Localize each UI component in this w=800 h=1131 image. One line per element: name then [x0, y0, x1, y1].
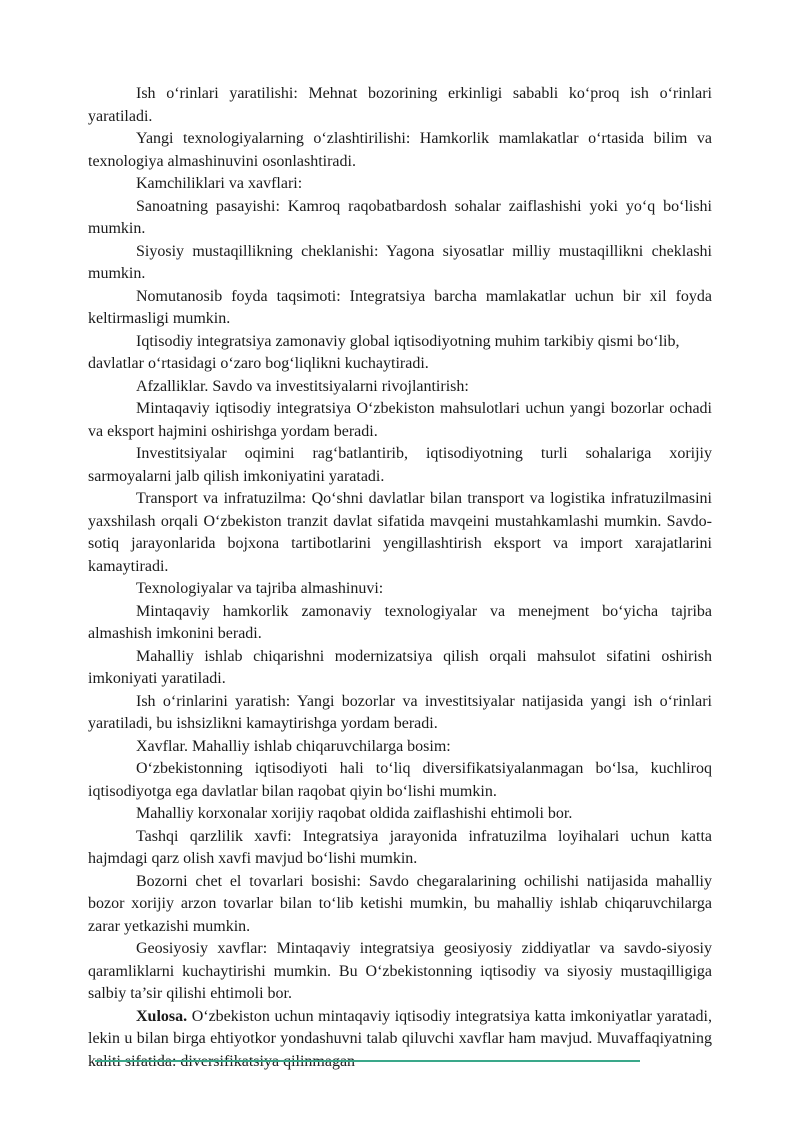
paragraph: Ish o‘rinlarini yaratish: Yangi bozorlar va investitsiyalar natijasida yangi ish o‘rinlari yaratiladi, bu ishsizlikni kamaytirishga yordam beradi.: [88, 692, 712, 732]
paragraph: Mintaqaviy iqtisodiy integratsiya O‘zbekiston mahsulotlari uchun yangi bozorlar ochadi va eksport hajmini oshirishga yordam beradi.: [88, 400, 712, 440]
footer-divider: [95, 1060, 640, 1062]
paragraph: Geosiyosiy xavflar: Mintaqaviy integratsiya geosiyosiy ziddiyatlar va savdo-siyosiy qaramliklarni kuchaytirishi mumkin. Bu O‘zbekistonning iqtisodiy va siyosiy mustaqilligiga salbiy ta’sir qilishi ehtimoli bor.: [88, 940, 712, 1002]
conclusion-paragraph: [88, 1006, 712, 1074]
paragraph: O‘zbekistonning iqtisodiyoti hali to‘liq diversifikatsiyalanmagan bo‘lsa, kuchliroq iqtisodiyotga ega davlatlar bilan raqobat qiyin bo‘lishi mumkin.: [88, 760, 712, 800]
paragraph: Mintaqaviy hamkorlik zamonaviy texnologiyalar va menejment bo‘yicha tajriba almashish imkonini beradi.: [88, 602, 712, 642]
paragraph: Mahalliy korxonalar xorijiy raqobat oldida zaiflashishi ehtimoli bor.: [136, 805, 573, 822]
paragraph: Yangi texnologiyalarning o‘zlashtirilishi: Hamkorlik mamlakatlar o‘rtasida bilim va texnologiya almashinuvini osonlashtiradi.: [88, 130, 712, 170]
paragraph: Investitsiyalar oqimini rag‘batlantirib, iqtisodiyotning turli sohalariga xorijiy sarmoyalarni jalb qilish imkoniyatini yaratadi.: [88, 445, 712, 485]
paragraph: Iqtisodiy integratsiya zamonaviy global iqtisodiyotning muhim tarkibiy qismi bo‘lib, davlatlar o‘rtasidagi o‘zaro bog‘liqlikni kuchaytiradi.: [88, 332, 680, 372]
paragraph: Siyosiy mustaqillikning cheklanishi: Yagona siyosatlar milliy mustaqillikni cheklashi mumkin.: [88, 242, 712, 282]
paragraph: Transport va infratuzilma: Qo‘shni davlatlar bilan transport va logistika infratuzilmasini yaxshilash orqali O‘zbekiston tranzit davlat sifatida mavqeini mustahkamlashi mumkin. Savdo-sotiq jarayonlarida bojxona tartibotlarini yengillashtirish eksport va import xarajatlarini kamaytiradi.: [88, 490, 712, 575]
paragraph: Nomutanosib foyda taqsimoti: Integratsiya barcha mamlakatlar uchun bir xil foyda keltirmasligi mumkin.: [88, 287, 712, 327]
section-heading: Afzalliklar. Savdo va investitsiyalarni rivojlantirish:: [136, 377, 469, 395]
paragraph: Sanoatning pasayishi: Kamroq raqobatbardosh sohalar zaiflashishi yoki yo‘q bo‘lishi mumkin.: [88, 197, 712, 237]
conclusion-text: O‘zbekiston uchun mintaqaviy iqtisodiy integratsiya katta imkoniyatlar yaratadi, lekin u bilan birga ehtiyotkor yondashuvni talab qiluvchi xavflar ham mavjud. Muvaffaqiyatning kaliti sifatida: diversifikatsiya qilinmagan: [88, 1007, 712, 1070]
paragraph: Tashqi qarzlilik xavfi: Integratsiya jarayonida infratuzilma loyihalari uchun katta hajmdagi qarz olish xavfi mavjud bo‘lishi mumkin.: [88, 827, 712, 867]
paragraph: Bozorni chet el tovarlari bosishi: Savdo chegaralarining ochilishi natijasida mahalliy bozor xorijiy arzon tovarlar bilan to‘lib ketishi mumkin, bu mahalliy ishlab chiqaruvchilarga zarar yetkazishi mumkin.: [88, 872, 712, 935]
paragraph: Mahalliy ishlab chiqarishni modernizatsiya qilish orqali mahsulot sifatini oshirish imkoniyati yaratiladi.: [88, 647, 712, 687]
section-heading: Texnologiyalar va tajriba almashinuvi:: [136, 580, 384, 597]
section-heading: Kamchiliklari va xavflari:: [136, 175, 303, 192]
document-body: [88, 83, 712, 1073]
paragraph: Ish o‘rinlari yaratilishi: Mehnat bozorining erkinligi sababli ko‘proq ish o‘rinlari yaratiladi.: [88, 85, 712, 125]
section-heading: Xavflar. Mahalliy ishlab chiqaruvchilarga bosim:: [136, 737, 451, 755]
conclusion-label: Xulosa.: [136, 1007, 188, 1025]
